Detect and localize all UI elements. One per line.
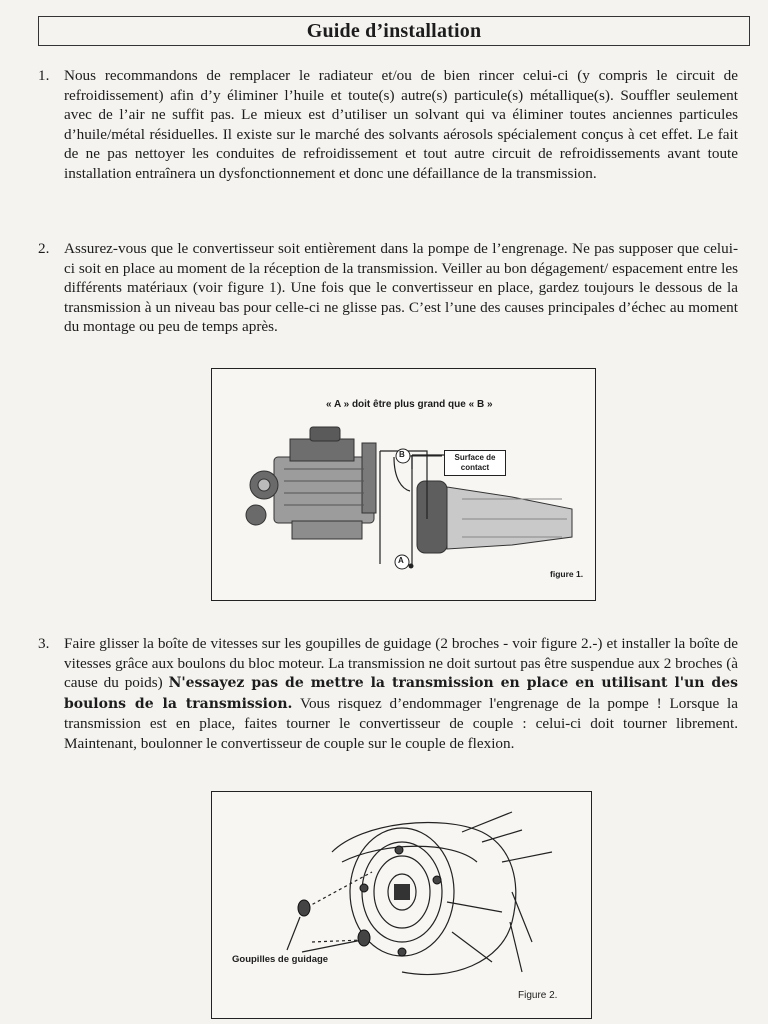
step-number: 1. — [38, 67, 50, 84]
marker-a: A — [398, 556, 404, 565]
step-warning: N'essayez pas de mettre la transmission en place en utilisant l'un des boulons de la transmission. — [64, 675, 738, 712]
marker-b: B — [399, 450, 405, 459]
step-text: Assurez-vous que le convertisseur soit entièrement dans la pompe de l’engrenage. Ne pas supposer que celui-ci soit en place au moment de la réception de la transmission. Veiller au bon dégagement/ espacement entre les différents matériaux (voir figure 1). Une fois que le convertisseur en place, gardez toujours le dessous de la transmission à un niveau bas pour celle-ci ne glisse pas. C’est l’une des causes principales d’échec au moment du montage ou peu de temps après. — [64, 240, 738, 336]
step-number: 3. — [38, 635, 50, 652]
page-title: Guide d’installation — [306, 19, 482, 42]
title-box — [38, 16, 750, 46]
contact-surface-label: Surface de contact — [444, 450, 506, 476]
figure-1-caption: figure 1. — [550, 569, 584, 579]
figure-1 — [211, 368, 596, 601]
transmission-diagram — [212, 792, 593, 1020]
step-text-part: Faire glisser la boîte de vitesses sur les goupilles de guidage (2 broches - voir figure 2.-) et installer la boîte de vitesses grâce aux boulons du bloc moteur. La transmission ne doit surtout pas être suspendue aux 2 broches (à cause du poids) — [64, 635, 738, 692]
figure-2 — [211, 791, 592, 1019]
figure-2-caption: Figure 2. — [518, 990, 558, 1001]
step-text — [64, 634, 738, 754]
step-3 — [38, 634, 738, 754]
step-2 — [38, 239, 738, 337]
guide-pins-label: Goupilles de guidage — [232, 954, 329, 965]
step-text-part: Vous risquez d’endommager l'engrenage de la pompe ! Lorsque la transmission est en place, faites tourner le convertisseur de couple : celui-ci doit tourner librement. Maintenant, boulonner le convertisseur de couple sur le couple de flexion. — [64, 694, 739, 752]
figure-1-heading: « A » doit être plus grand que « B » — [326, 399, 493, 410]
step-number: 2. — [38, 240, 50, 257]
step-text: Nous recommandons de remplacer le radiateur et/ou de bien rincer celui-ci (y compris le circuit de refroidissement) afin d’y éliminer l’huile et toute(s) autre(s) particule(s) métallique(s). Souffler seulement avec de l’air ne suffit pas. Le mieux est d’utiliser un solvant qui va éliminer toutes anciennes particules d’huile/métal résiduelles. Il existe sur le marché des solvants aérosols spécialement conçus à cet effet. Le fait de ne pas nettoyer les conduites de refroidissement et tout autre circuit de refroidissements avant toute installation entraînera un dysfonctionnement et donc une défaillance de la transmission. — [64, 67, 738, 182]
step-1 — [38, 66, 738, 184]
